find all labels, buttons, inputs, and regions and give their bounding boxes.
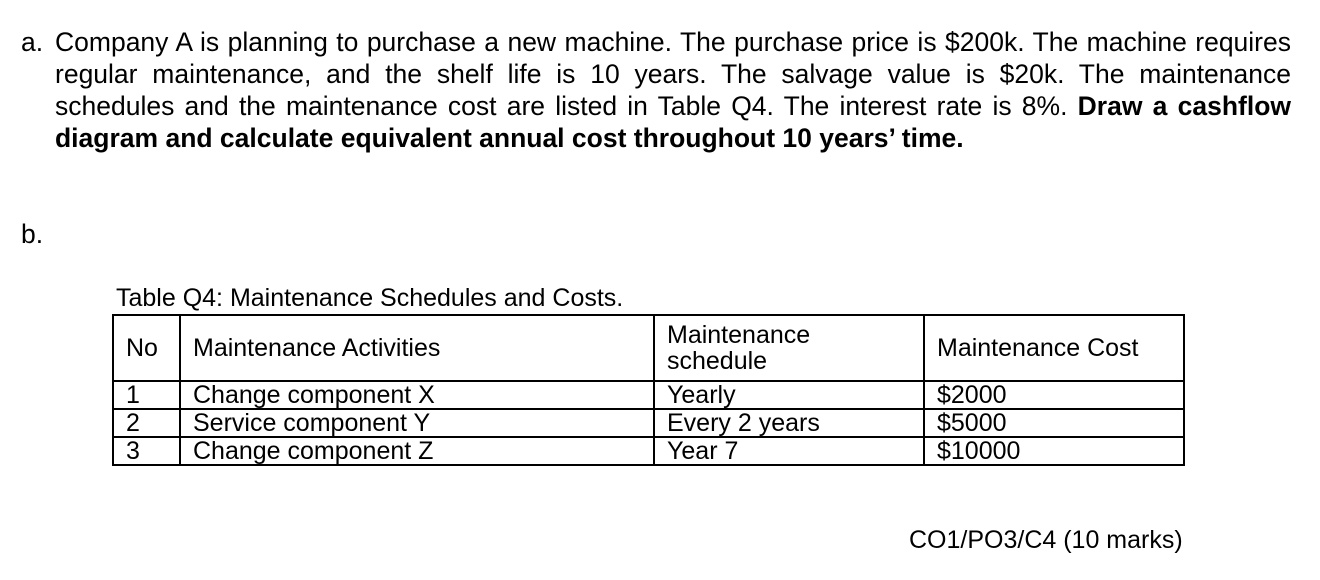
cell-schedule: Every 2 years bbox=[654, 409, 924, 437]
cell-activity: Service component Y bbox=[180, 409, 654, 437]
table-caption: Table Q4: Maintenance Schedules and Costs. bbox=[116, 284, 624, 312]
cell-activity: Change component Z bbox=[180, 437, 654, 465]
question-a-bold-text: Draw a cashflow diagram and calculate equivalent annual cost throughout 10 years’ time. bbox=[55, 91, 1292, 153]
question-a-plain-text: Company A is planning to purchase a new machine. The purchase price is $200k. The machine requires regular maintenance, and the shelf life is 10 years. The salvage value is $20k. The maintenance schedules and the maintenance cost are listed in Table Q4. The interest rate is 8%. bbox=[55, 27, 1291, 121]
cell-cost: $5000 bbox=[924, 409, 1184, 437]
cell-schedule: Year 7 bbox=[654, 437, 924, 465]
header-no: No bbox=[113, 315, 180, 381]
question-a-text bbox=[55, 26, 1291, 154]
question-a-row bbox=[21, 26, 1291, 154]
cell-activity: Change component X bbox=[180, 381, 654, 409]
table-header-row bbox=[113, 315, 1184, 381]
table-row bbox=[113, 409, 1184, 437]
header-activities: Maintenance Activities bbox=[180, 315, 654, 381]
marks-label: CO1/PO3/C4 (10 marks) bbox=[909, 526, 1183, 554]
question-b-label: b. bbox=[21, 219, 44, 249]
header-schedule: Maintenance schedule bbox=[654, 315, 924, 381]
cell-schedule: Yearly bbox=[654, 381, 924, 409]
maintenance-table bbox=[112, 314, 1185, 466]
cell-cost: $10000 bbox=[924, 437, 1184, 465]
question-a-label: a. bbox=[21, 27, 44, 57]
cell-no: 1 bbox=[113, 381, 180, 409]
cell-no: 2 bbox=[113, 409, 180, 437]
table-row bbox=[113, 381, 1184, 409]
header-cost: Maintenance Cost bbox=[924, 315, 1184, 381]
cell-cost: $2000 bbox=[924, 381, 1184, 409]
question-a bbox=[21, 26, 1291, 154]
cell-no: 3 bbox=[113, 437, 180, 465]
table-row bbox=[113, 437, 1184, 465]
